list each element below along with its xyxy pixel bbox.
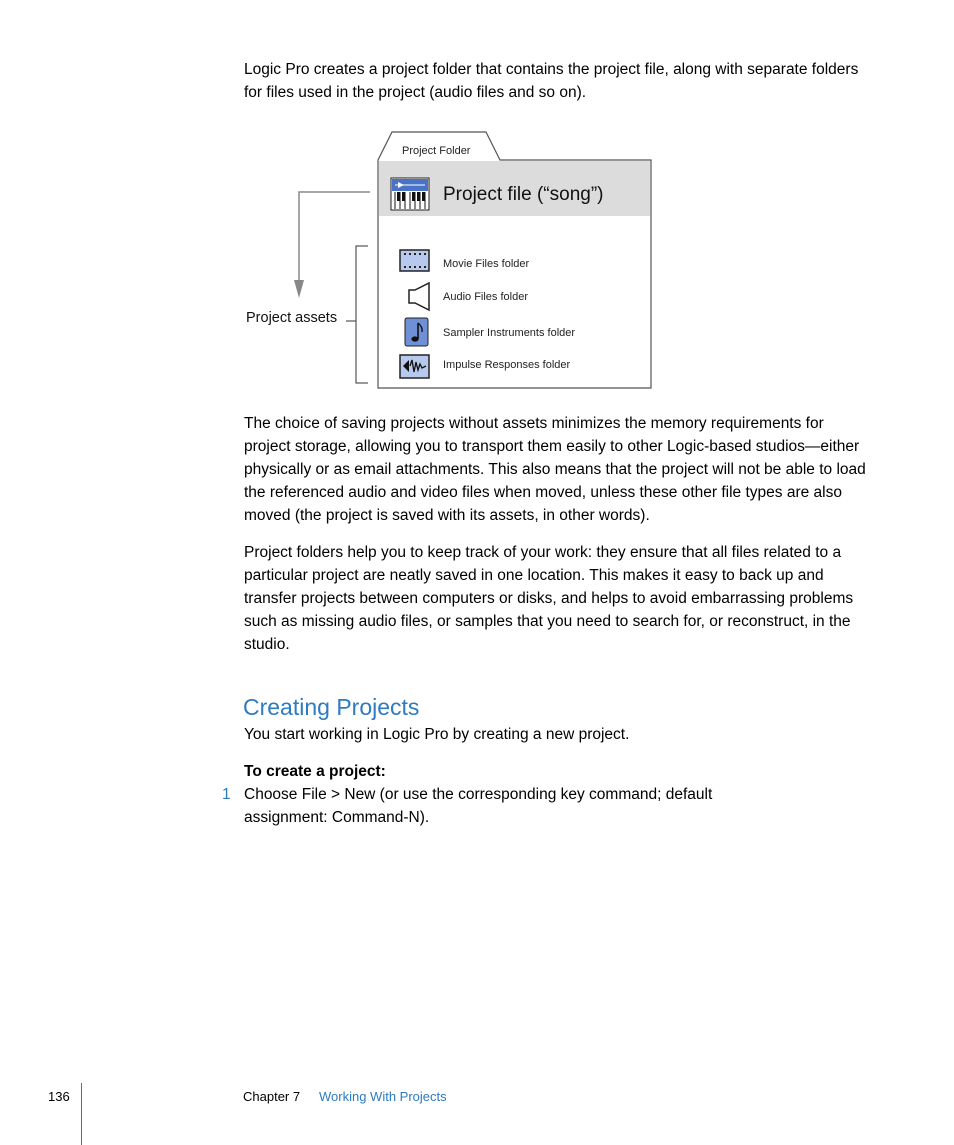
impulse-icon [400,355,429,378]
body-paragraph: The choice of saving projects without assets minimizes the memory requirements for project storage, allowing you to transport them easily to other Logic-based studios—either physically or as email attachments. This also means that the project will not be able to load the referenced audio and video files when moved, unless these other file types are also moved (the project is saved with its assets, in other words). [244,415,866,524]
music-note-icon [405,318,428,346]
assets-bracket [356,246,368,383]
folder-tab-label: Project Folder [402,145,471,157]
section-intro: You start working in Logic Pro by creating a new project. [244,726,630,743]
asset-label-audio: Audio Files folder [443,291,528,303]
song-file-icon [391,178,429,210]
diagram-graphics [0,0,954,420]
project-folder-diagram [0,0,954,420]
asset-label-movie: Movie Files folder [443,258,530,270]
footer-chapter: Chapter 7 [243,1089,301,1104]
step-text: Choose File > New (or use the corresponding key command; default assignment: Command-N). [244,786,713,826]
project-file-label: Project file (“song”) [443,184,604,205]
section-title: Creating Projects [243,694,420,720]
task-title: To create a project: [244,763,386,780]
footer-chapter-title: Working With Projects [319,1089,447,1104]
step-number: 1 [222,786,231,803]
assets-caption: Project assets [246,310,338,326]
footer-divider [81,1083,82,1145]
movie-icon [400,250,429,271]
asset-label-sampler: Sampler Instruments folder [443,327,576,339]
body-paragraph: Project folders help you to keep track of your work: they ensure that all files related to a particular project are neatly saved in one location. This makes it easy to back up and transfer projects between computers or disks, and helps to avoid embarrassing problems such as missing audio files, or samples that you need to search for, or reconstruct, in the studio. [244,544,854,653]
intro-paragraph: Logic Pro creates a project folder that contains the project file, along with separate folders for files used in the project (audio files and so on). [244,61,859,101]
asset-label-impulse: Impulse Responses folder [443,359,571,371]
page-number: 136 [48,1089,70,1104]
link-arrow-head [294,280,304,298]
link-arrow-line [299,192,370,282]
